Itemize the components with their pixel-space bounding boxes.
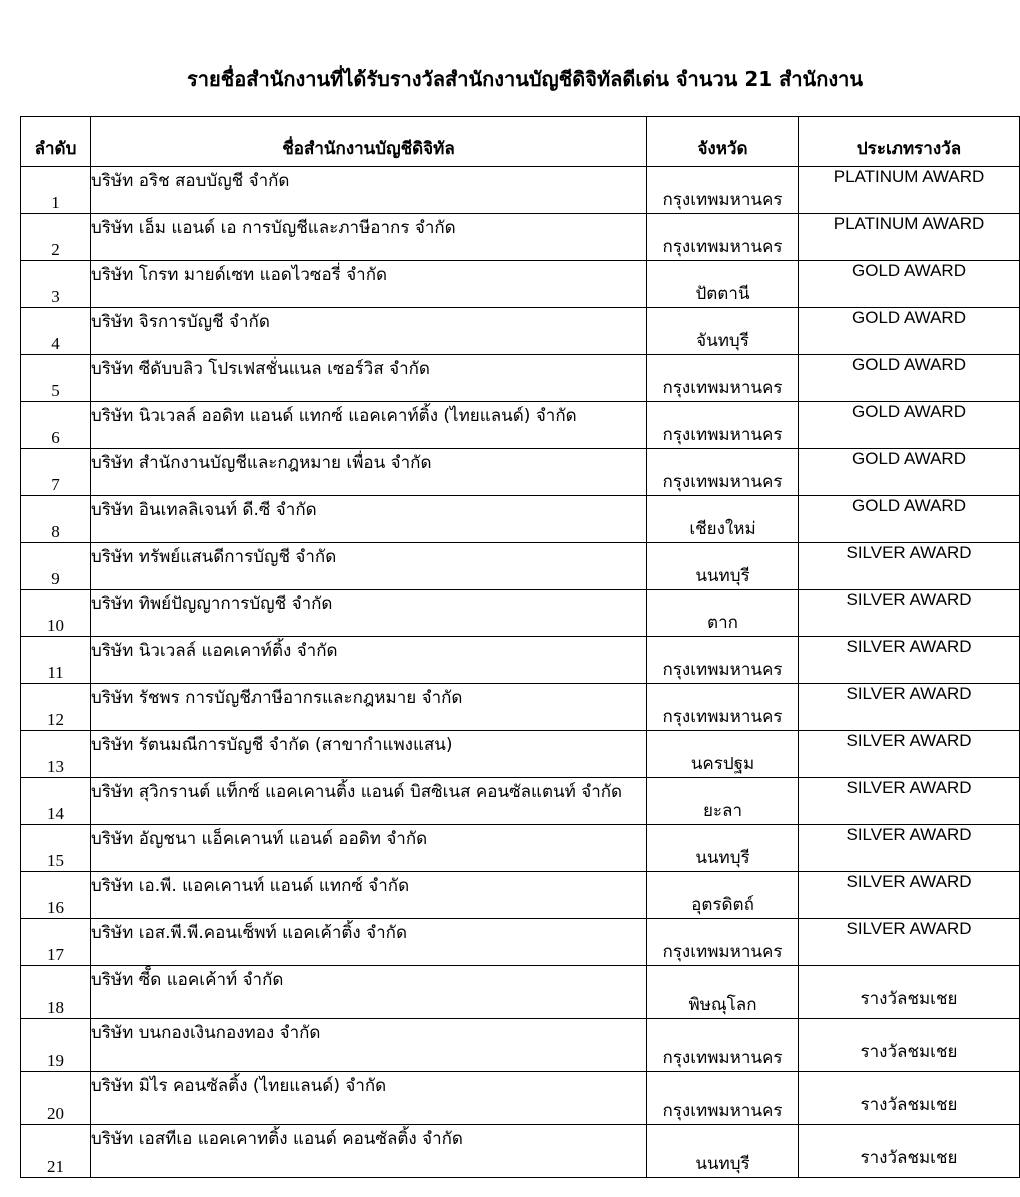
office-name: บริษัท เอส.พี.พี.คอนเซ็พท์ แอคเค้าติ้ง จำกัด	[91, 919, 647, 966]
province: นครปฐม	[647, 731, 799, 778]
row-number: 14	[21, 778, 91, 825]
award-type: PLATINUM AWARD	[799, 214, 1020, 261]
office-name: บริษัท ทิพย์ปัญญาการบัญชี จำกัด	[91, 590, 647, 637]
table-row	[21, 167, 1020, 214]
award-type: SILVER AWARD	[799, 637, 1020, 684]
office-name: บริษัท นิวเวลล์ แอคเคาท์ติ้ง จำกัด	[91, 637, 647, 684]
award-type: SILVER AWARD	[799, 590, 1020, 637]
province: เชียงใหม่	[647, 496, 799, 543]
province: กรุงเทพมหานคร	[647, 449, 799, 496]
award-type: GOLD AWARD	[799, 449, 1020, 496]
row-number: 11	[21, 637, 91, 684]
table-row	[21, 825, 1020, 872]
province: กรุงเทพมหานคร	[647, 1019, 799, 1072]
award-type: รางวัลชมเชย	[799, 966, 1020, 1019]
province: จันทบุรี	[647, 308, 799, 355]
row-number: 4	[21, 308, 91, 355]
office-name: บริษัท เอ.พี. แอคเคานท์ แอนด์ แทกซ์ จำกัด	[91, 872, 647, 919]
table-row	[21, 261, 1020, 308]
page-title: รายชื่อสำนักงานที่ได้รับรางวัลสำนักงานบัญชีดิจิทัลดีเด่น จำนวน 21 สำนักงาน	[186, 67, 863, 91]
awards-table	[20, 116, 1020, 1178]
office-name: บริษัท บนกองเงินกองทอง จำกัด	[91, 1019, 647, 1072]
office-name: บริษัท รัตนมณีการบัญชี จำกัด (สาขากำแพงแสน)	[91, 731, 647, 778]
table-row	[21, 214, 1020, 261]
office-name: บริษัท สุวิกรานต์ แท็กซ์ แอคเคานติ้ง แอนด์ บิสซิเนส คอนซัลแตนท์ จำกัด	[91, 778, 647, 825]
province: ปัตตานี	[647, 261, 799, 308]
row-number: 15	[21, 825, 91, 872]
province: กรุงเทพมหานคร	[647, 355, 799, 402]
award-type: SILVER AWARD	[799, 778, 1020, 825]
header-award: ประเภทรางวัล	[799, 117, 1020, 167]
row-number: 2	[21, 214, 91, 261]
table-row	[21, 731, 1020, 778]
province: กรุงเทพมหานคร	[647, 402, 799, 449]
province: นนทบุรี	[647, 1125, 799, 1178]
header-name: ชื่อสำนักงานบัญชีดิจิทัล	[91, 117, 647, 167]
award-type: GOLD AWARD	[799, 355, 1020, 402]
award-type: SILVER AWARD	[799, 825, 1020, 872]
row-number: 5	[21, 355, 91, 402]
table-row	[21, 496, 1020, 543]
table-row	[21, 684, 1020, 731]
province: กรุงเทพมหานคร	[647, 167, 799, 214]
table-row	[21, 919, 1020, 966]
table-row	[21, 637, 1020, 684]
award-type: SILVER AWARD	[799, 872, 1020, 919]
row-number: 9	[21, 543, 91, 590]
table-row	[21, 449, 1020, 496]
table-row	[21, 966, 1020, 1019]
province: นนทบุรี	[647, 825, 799, 872]
award-type: GOLD AWARD	[799, 496, 1020, 543]
office-name: บริษัท เอสทีเอ แอคเคาทติ้ง แอนด์ คอนซัลติ้ง จำกัด	[91, 1125, 647, 1178]
award-type: รางวัลชมเชย	[799, 1019, 1020, 1072]
row-number: 20	[21, 1072, 91, 1125]
award-type: รางวัลชมเชย	[799, 1072, 1020, 1125]
row-number: 17	[21, 919, 91, 966]
award-type: GOLD AWARD	[799, 261, 1020, 308]
office-name: บริษัท เอ็ม แอนด์ เอ การบัญชีและภาษีอากร จำกัด	[91, 214, 647, 261]
table-row	[21, 1125, 1020, 1178]
office-name: บริษัท โกรท มายด์เซท แอดไวซอรี่ จำกัด	[91, 261, 647, 308]
office-name: บริษัท ซี็ด แอคเค้าท์ จำกัด	[91, 966, 647, 1019]
award-type: SILVER AWARD	[799, 543, 1020, 590]
row-number: 13	[21, 731, 91, 778]
office-name: บริษัท สำนักงานบัญชีและกฎหมาย เพื่อน จำกัด	[91, 449, 647, 496]
province: ตาก	[647, 590, 799, 637]
table-body	[21, 167, 1020, 1178]
row-number: 19	[21, 1019, 91, 1072]
table-row	[21, 355, 1020, 402]
office-name: บริษัท อินเทลลิเจนท์ ดี.ซี จำกัด	[91, 496, 647, 543]
table-row	[21, 590, 1020, 637]
row-number: 8	[21, 496, 91, 543]
table-row	[21, 402, 1020, 449]
province: กรุงเทพมหานคร	[647, 637, 799, 684]
province: กรุงเทพมหานคร	[647, 919, 799, 966]
province: กรุงเทพมหานคร	[647, 214, 799, 261]
office-name: บริษัท อริช สอบบัญชี จำกัด	[91, 167, 647, 214]
province: อุตรดิตถ์	[647, 872, 799, 919]
row-number: 6	[21, 402, 91, 449]
office-name: บริษัท รัชพร การบัญชีภาษีอากรและกฎหมาย จำกัด	[91, 684, 647, 731]
header-no: ลำดับ	[21, 117, 91, 167]
table-row	[21, 778, 1020, 825]
row-number: 12	[21, 684, 91, 731]
award-type: รางวัลชมเชย	[799, 1125, 1020, 1178]
table-row	[21, 872, 1020, 919]
table-row	[21, 1019, 1020, 1072]
province: พิษณุโลก	[647, 966, 799, 1019]
province: ยะลา	[647, 778, 799, 825]
row-number: 18	[21, 966, 91, 1019]
table-row	[21, 543, 1020, 590]
province: นนทบุรี	[647, 543, 799, 590]
table-header-row	[21, 117, 1020, 167]
award-type: GOLD AWARD	[799, 402, 1020, 449]
award-type: SILVER AWARD	[799, 684, 1020, 731]
award-type: SILVER AWARD	[799, 919, 1020, 966]
province: กรุงเทพมหานคร	[647, 684, 799, 731]
table-row	[21, 1072, 1020, 1125]
office-name: บริษัท อัญชนา แอ็คเคานท์ แอนด์ ออดิท จำกัด	[91, 825, 647, 872]
province: กรุงเทพมหานคร	[647, 1072, 799, 1125]
row-number: 3	[21, 261, 91, 308]
office-name: บริษัท ซีดับบลิว โปรเฟสชั่นแนล เซอร์วิส จำกัด	[91, 355, 647, 402]
award-type: PLATINUM AWARD	[799, 167, 1020, 214]
office-name: บริษัท ทรัพย์แสนดีการบัญชี จำกัด	[91, 543, 647, 590]
row-number: 7	[21, 449, 91, 496]
office-name: บริษัท จิรการบัญชี จำกัด	[91, 308, 647, 355]
table-row	[21, 308, 1020, 355]
row-number: 1	[21, 167, 91, 214]
row-number: 21	[21, 1125, 91, 1178]
award-type: GOLD AWARD	[799, 308, 1020, 355]
office-name: บริษัท มิไร คอนซัลติ้ง (ไทยแลนด์) จำกัด	[91, 1072, 647, 1125]
office-name: บริษัท นิวเวลล์ ออดิท แอนด์ แทกซ์ แอคเคาท์ติ้ง (ไทยแลนด์) จำกัด	[91, 402, 647, 449]
row-number: 16	[21, 872, 91, 919]
header-province: จังหวัด	[647, 117, 799, 167]
row-number: 10	[21, 590, 91, 637]
award-type: SILVER AWARD	[799, 731, 1020, 778]
